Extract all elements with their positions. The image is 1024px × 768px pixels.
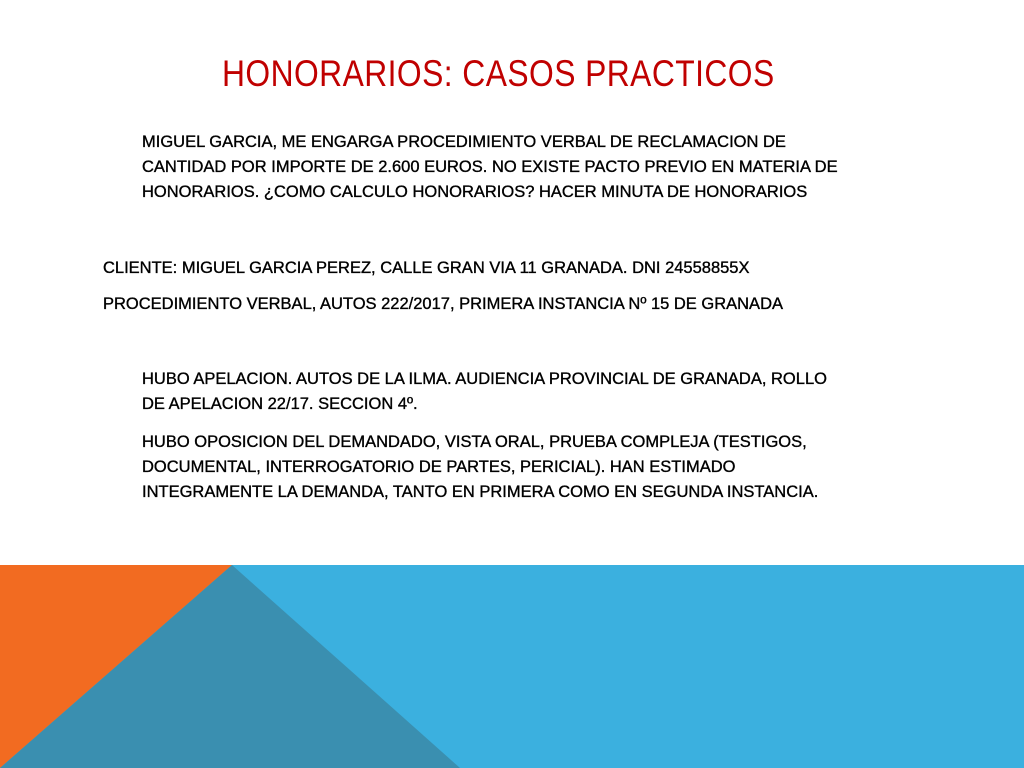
opposition-info — [142, 430, 818, 505]
appeal-line-2: DE APELACION 22/17. SECCION 4º. — [142, 395, 418, 413]
client-info — [103, 256, 749, 281]
case-line-1: MIGUEL GARCIA, ME ENGARGA PROCEDIMIENTO VERBAL DE RECLAMACION DE — [142, 133, 786, 151]
opposition-line-2: DOCUMENTAL, INTERROGATORIO DE PARTES, PERICIAL). HAN ESTIMADO — [142, 458, 736, 476]
procedure-info — [103, 292, 783, 317]
opposition-line-1: HUBO OPOSICION DEL DEMANDADO, VISTA ORAL, PRUEBA COMPLEJA (TESTIGOS, — [142, 433, 807, 451]
opposition-line-3: INTEGRAMENTE LA DEMANDA, TANTO EN PRIMERA COMO EN SEGUNDA INSTANCIA. — [142, 483, 819, 501]
case-description — [142, 130, 838, 205]
case-line-2: CANTIDAD POR IMPORTE DE 2.600 EUROS. NO EXISTE PACTO PREVIO EN MATERIA DE — [142, 158, 838, 176]
case-line-3: HONORARIOS. ¿COMO CALCULO HONORARIOS? HACER MINUTA DE HONORARIOS — [142, 183, 808, 201]
decorative-footer-shapes — [0, 565, 1024, 768]
slide-title: HONORARIOS: CASOS PRACTICOS — [222, 53, 775, 94]
procedure-line: PROCEDIMIENTO VERBAL, AUTOS 222/2017, PRIMERA INSTANCIA Nº 15 DE GRANADA — [103, 295, 783, 313]
client-line: CLIENTE: MIGUEL GARCIA PEREZ, CALLE GRAN VIA 11 GRANADA. DNI 24558855X — [103, 259, 750, 277]
appeal-line-1: HUBO APELACION. AUTOS DE LA ILMA. AUDIENCIA PROVINCIAL DE GRANADA, ROLLO — [142, 370, 827, 388]
appeal-info — [142, 367, 827, 417]
